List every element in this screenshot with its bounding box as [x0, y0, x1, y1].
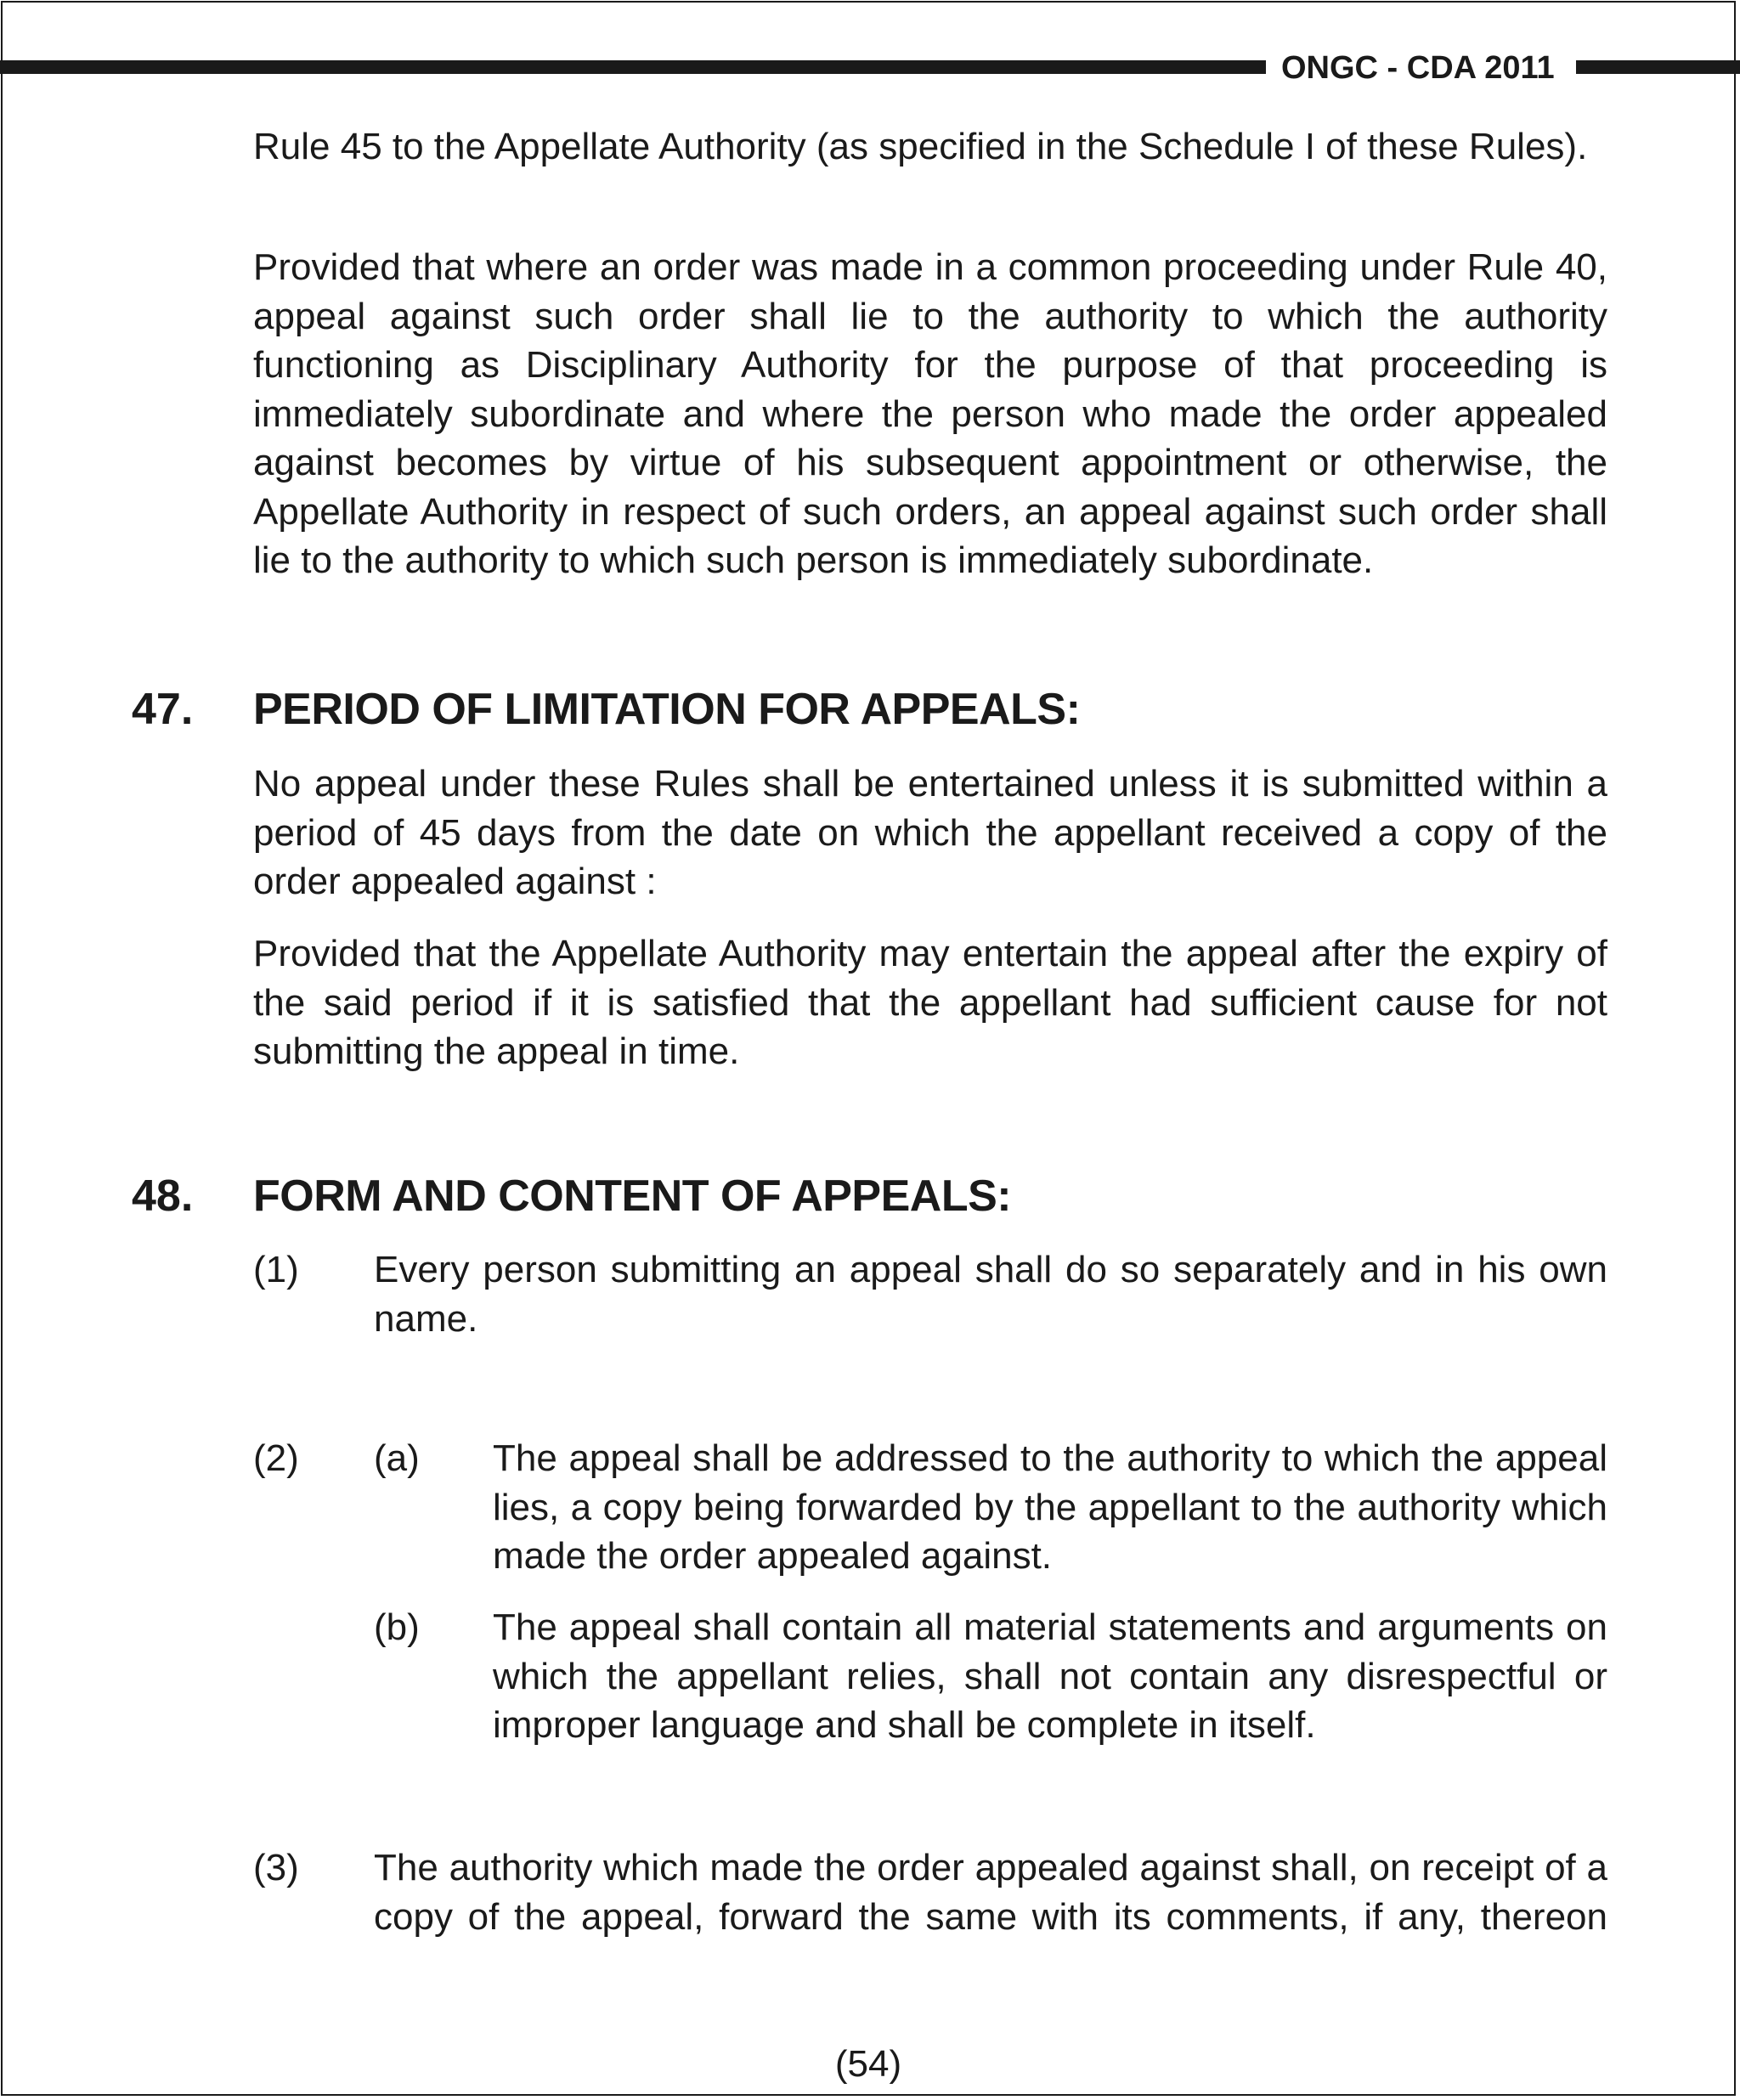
section-48-heading: FORM AND CONTENT OF APPEALS:: [253, 1171, 1012, 1221]
clause-3-text: The authority which made the order appealed against shall, on receipt of a copy of the appeal, forward the same with its comments, if any, thereon: [374, 1847, 1607, 1938]
clause-2b-text: The appeal shall contain all material statements and arguments on which the appellant relies, shall not contain any disrespectful or improper language and shall be complete in itself.: [493, 1606, 1607, 1746]
clause-2a-text: The appeal shall be addressed to the authority to which the appeal lies, a copy being forwarded by the appellant to the authority which made the order appealed against.: [493, 1437, 1607, 1577]
clause-3-label: (3): [253, 1847, 299, 1888]
clause-2b-label: (b): [374, 1606, 420, 1648]
running-header-title: ONGC - CDA 2011: [1281, 50, 1555, 86]
intro-continuation-paragraph: Rule 45 to the Appellate Authority (as specified in the Schedule I of these Rules).: [253, 126, 1588, 167]
clause-1-label: (1): [253, 1249, 299, 1290]
section-48-number: 48.: [132, 1171, 194, 1221]
clause-1-text: Every person submitting an appeal shall do so separately and in his own name.: [374, 1249, 1607, 1340]
section-47-proviso-paragraph: Provided that the Appellate Authority may entertain the appeal after the expiry of the said period if it is satisfied that the appellant had sufficient cause for not submitting the appeal in time.: [253, 933, 1607, 1072]
page-number: (54): [834, 2043, 902, 2085]
header-rule-right: [1576, 60, 1740, 74]
section-47-heading: PERIOD OF LIMITATION FOR APPEALS:: [253, 685, 1081, 734]
header-rule-left: [0, 60, 1266, 74]
section-47-paragraph: No appeal under these Rules shall be entertained unless it is submitted within a period of 45 days from the date on which the appellant received a copy of the order appealed against :: [253, 763, 1607, 902]
clause-2a-label: (a): [374, 1437, 420, 1479]
clause-2-label: (2): [253, 1437, 299, 1479]
intro-proviso-paragraph: Provided that where an order was made in a common proceeding under Rule 40, appeal against such order shall lie to the authority to which the authority functioning as Disciplinary Authority for the purpose of that proceeding is immediately subordinate and where the person who made the order appealed against becomes by virtue of his subsequent appointment or otherwise, the Appellate Authority in respect of such orders, an appeal against such order shall lie to the authority to which such person is immediately subordinate.: [253, 246, 1607, 581]
section-47-number: 47.: [132, 685, 194, 734]
